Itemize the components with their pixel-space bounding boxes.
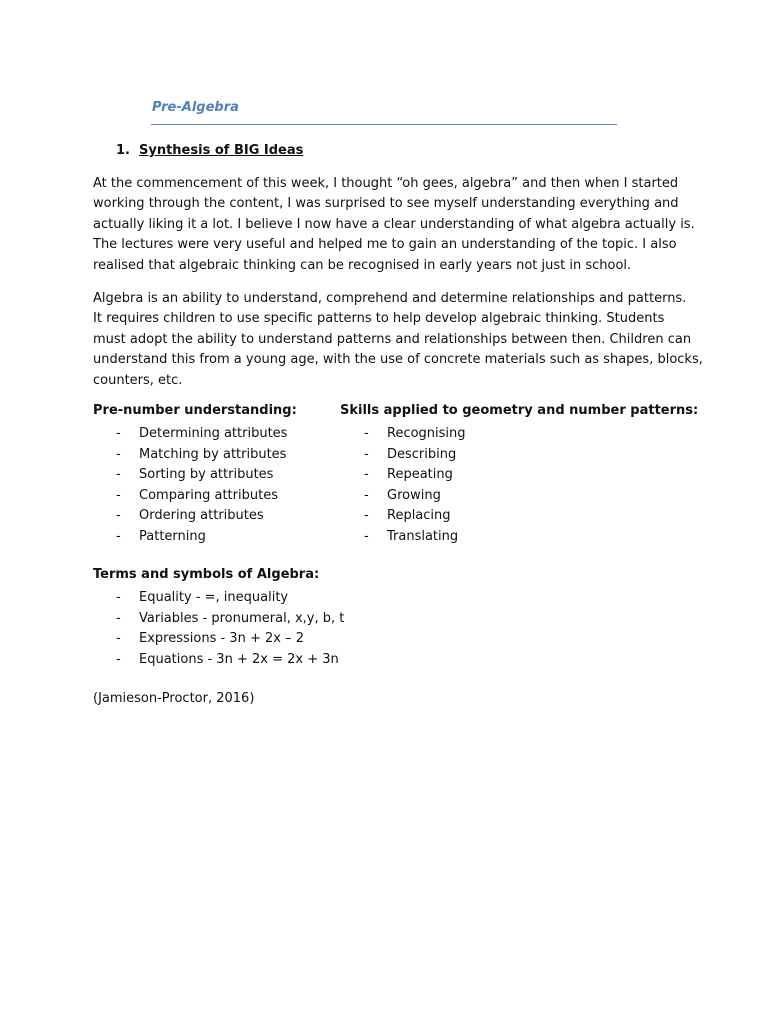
list-item [364, 465, 466, 486]
list-item-text: Ordering attributes [139, 508, 264, 523]
list-item-text: Growing [387, 487, 441, 503]
paragraph-line: actually liking it a lot. I believe I now have a clear understanding of what algebra actually is. [93, 216, 695, 232]
terms-title: Terms and symbols of Algebra: [93, 567, 320, 582]
list-item-text: Patterning [139, 528, 206, 544]
list-item [116, 465, 287, 486]
list-item [116, 486, 287, 507]
list-item-text: Replacing [387, 508, 451, 523]
list-item [116, 527, 287, 548]
dash-bullet: - [364, 528, 369, 544]
list-item [364, 527, 466, 548]
prenumber-title: Pre-number understanding: [93, 403, 297, 418]
paragraph-line: The lectures were very useful and helped me to gain an understanding of the topic. I also [93, 237, 677, 253]
list-item-text: Equations - 3n + 2x = 2x + 3n [139, 651, 339, 667]
dash-bullet: - [364, 487, 369, 503]
dash-bullet: - [116, 590, 121, 605]
list-item [116, 629, 344, 650]
list-item-text: Expressions - 3n + 2x – 2 [139, 631, 304, 646]
list-item [116, 506, 287, 527]
section-number: 1. [116, 143, 130, 158]
paragraph-line: working through the content, I was surprised to see myself understanding everything and [93, 196, 679, 212]
list-item-text: Equality - =, inequality [139, 590, 289, 605]
dash-bullet: - [116, 610, 121, 626]
dash-bullet: - [364, 508, 369, 523]
dash-bullet: - [116, 528, 121, 544]
dash-bullet: - [116, 631, 121, 646]
paragraph-line: It requires children to use specific patterns to help develop algebraic thinking. Students [93, 311, 665, 327]
list-item [116, 650, 344, 671]
terms-list [116, 588, 344, 670]
list-item-text: Describing [387, 446, 457, 462]
skills-list [364, 424, 466, 547]
list-item-text: Determining attributes [139, 426, 288, 441]
paragraph-algebra-definition [93, 289, 703, 391]
paragraph-line: counters, etc. [93, 372, 183, 388]
dash-bullet: - [364, 426, 369, 441]
list-item-text: Matching by attributes [139, 446, 287, 462]
paragraph-line: At the commencement of this week, I thought “oh gees, algebra” and then when I started [93, 176, 679, 191]
list-item [116, 588, 344, 609]
list-item-text: Comparing attributes [139, 487, 278, 503]
skills-title: Skills applied to geometry and number patterns: [340, 403, 699, 418]
dash-bullet: - [116, 508, 121, 523]
list-item [116, 424, 287, 445]
list-item [364, 445, 466, 466]
dash-bullet: - [116, 467, 121, 482]
list-item [116, 609, 344, 630]
dash-bullet: - [116, 651, 121, 667]
paragraph-line: understand this from a young age, with the use of concrete materials such as shapes, blocks, [93, 352, 703, 368]
header-title: Pre-Algebra [152, 100, 239, 115]
dash-bullet: - [364, 467, 369, 482]
paragraph-line: Algebra is an ability to understand, comprehend and determine relationships and patterns. [93, 291, 687, 306]
list-item [364, 424, 466, 445]
header-rule [151, 124, 617, 125]
list-item-text: Variables - pronumeral, x,y, b, t [139, 610, 345, 626]
list-item [116, 445, 287, 466]
dash-bullet: - [116, 487, 121, 503]
section-heading [116, 143, 303, 158]
citation: (Jamieson-Proctor, 2016) [93, 691, 255, 706]
list-item-text: Sorting by attributes [139, 467, 274, 482]
dash-bullet: - [116, 426, 121, 441]
prenumber-list [116, 424, 287, 547]
dash-bullet: - [116, 446, 121, 462]
paragraph-line: realised that algebraic thinking can be recognised in early years not just in school. [93, 257, 632, 273]
list-item-text: Translating [387, 528, 459, 544]
dash-bullet: - [364, 446, 369, 462]
section-title: Synthesis of BIG Ideas [139, 143, 304, 158]
list-item [364, 506, 466, 527]
list-item-text: Recognising [387, 426, 466, 441]
paragraph-intro [93, 174, 693, 276]
paragraph-line: must adopt the ability to understand patterns and relationships between then. Children can [93, 331, 692, 347]
list-item-text: Repeating [387, 467, 453, 482]
list-item [364, 486, 466, 507]
